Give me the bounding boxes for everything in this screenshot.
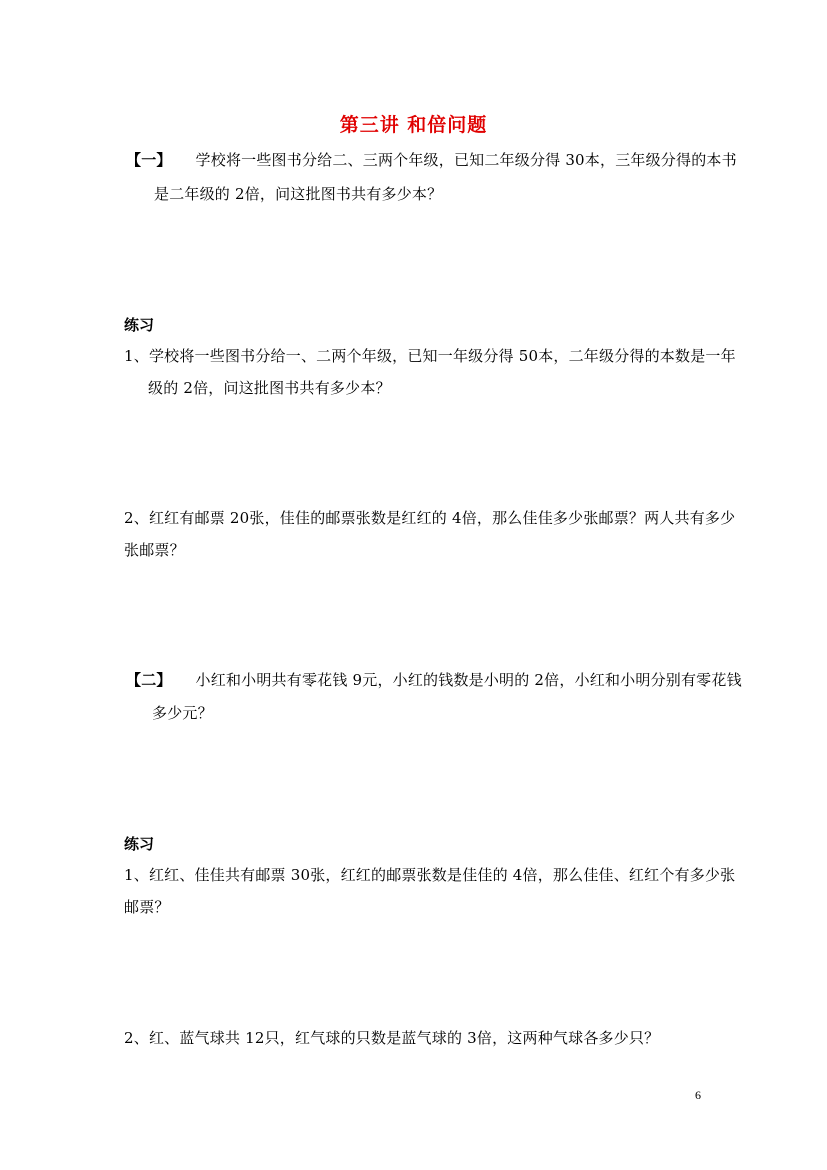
example-2-line-2: 多少元？	[152, 704, 213, 722]
practice-1-q1-line-2: 级的 2倍，问这批图书共有多少本？	[148, 379, 391, 397]
example-1-text-1: 学校将一些图书分给二、三两个年级，已知二年级分得 30本，三年级分得的本书	[195, 151, 737, 169]
page-number: 6	[695, 1088, 701, 1102]
practice-1-q2-line-2: 张邮票？	[124, 541, 185, 559]
practice-2-q1-line-2: 邮票？	[124, 898, 170, 916]
example-1-line-2: 是二年级的 2倍，问这批图书共有多少本？	[154, 185, 443, 203]
example-2-text-1: 小红和小明共有零花钱 9元，小红的钱数是小明的 2倍，小红和小明分别有零花钱	[195, 671, 742, 689]
practice-2-q2-line-1: 2、红、蓝气球共 12只，红气球的只数是蓝气球的 3倍，这两种气球各多少只？	[124, 1029, 660, 1047]
practice-1-q1-line-1: 1、学校将一些图书分给一、二两个年级，已知一年级分得 50本，二年级分得的本数是一年	[124, 347, 736, 365]
lesson-title: 第三讲 和倍问题	[339, 114, 488, 136]
practice-1-q2-line-1: 2、红红有邮票 20张，佳佳的邮票张数是红红的 4倍，那么佳佳多少张邮票？两人共有多少	[124, 509, 736, 527]
example-2-line-1	[126, 670, 742, 690]
example-1-label: 【一】	[126, 151, 172, 169]
example-1-line-1	[126, 150, 737, 170]
practice-2-heading: 练习	[124, 835, 155, 853]
practice-1-heading: 练习	[124, 316, 155, 334]
practice-2-q1-line-1: 1、红红、佳佳共有邮票 30张，红红的邮票张数是佳佳的 4倍，那么佳佳、红红个有多少张	[124, 866, 736, 884]
example-2-label: 【二】	[126, 671, 172, 689]
